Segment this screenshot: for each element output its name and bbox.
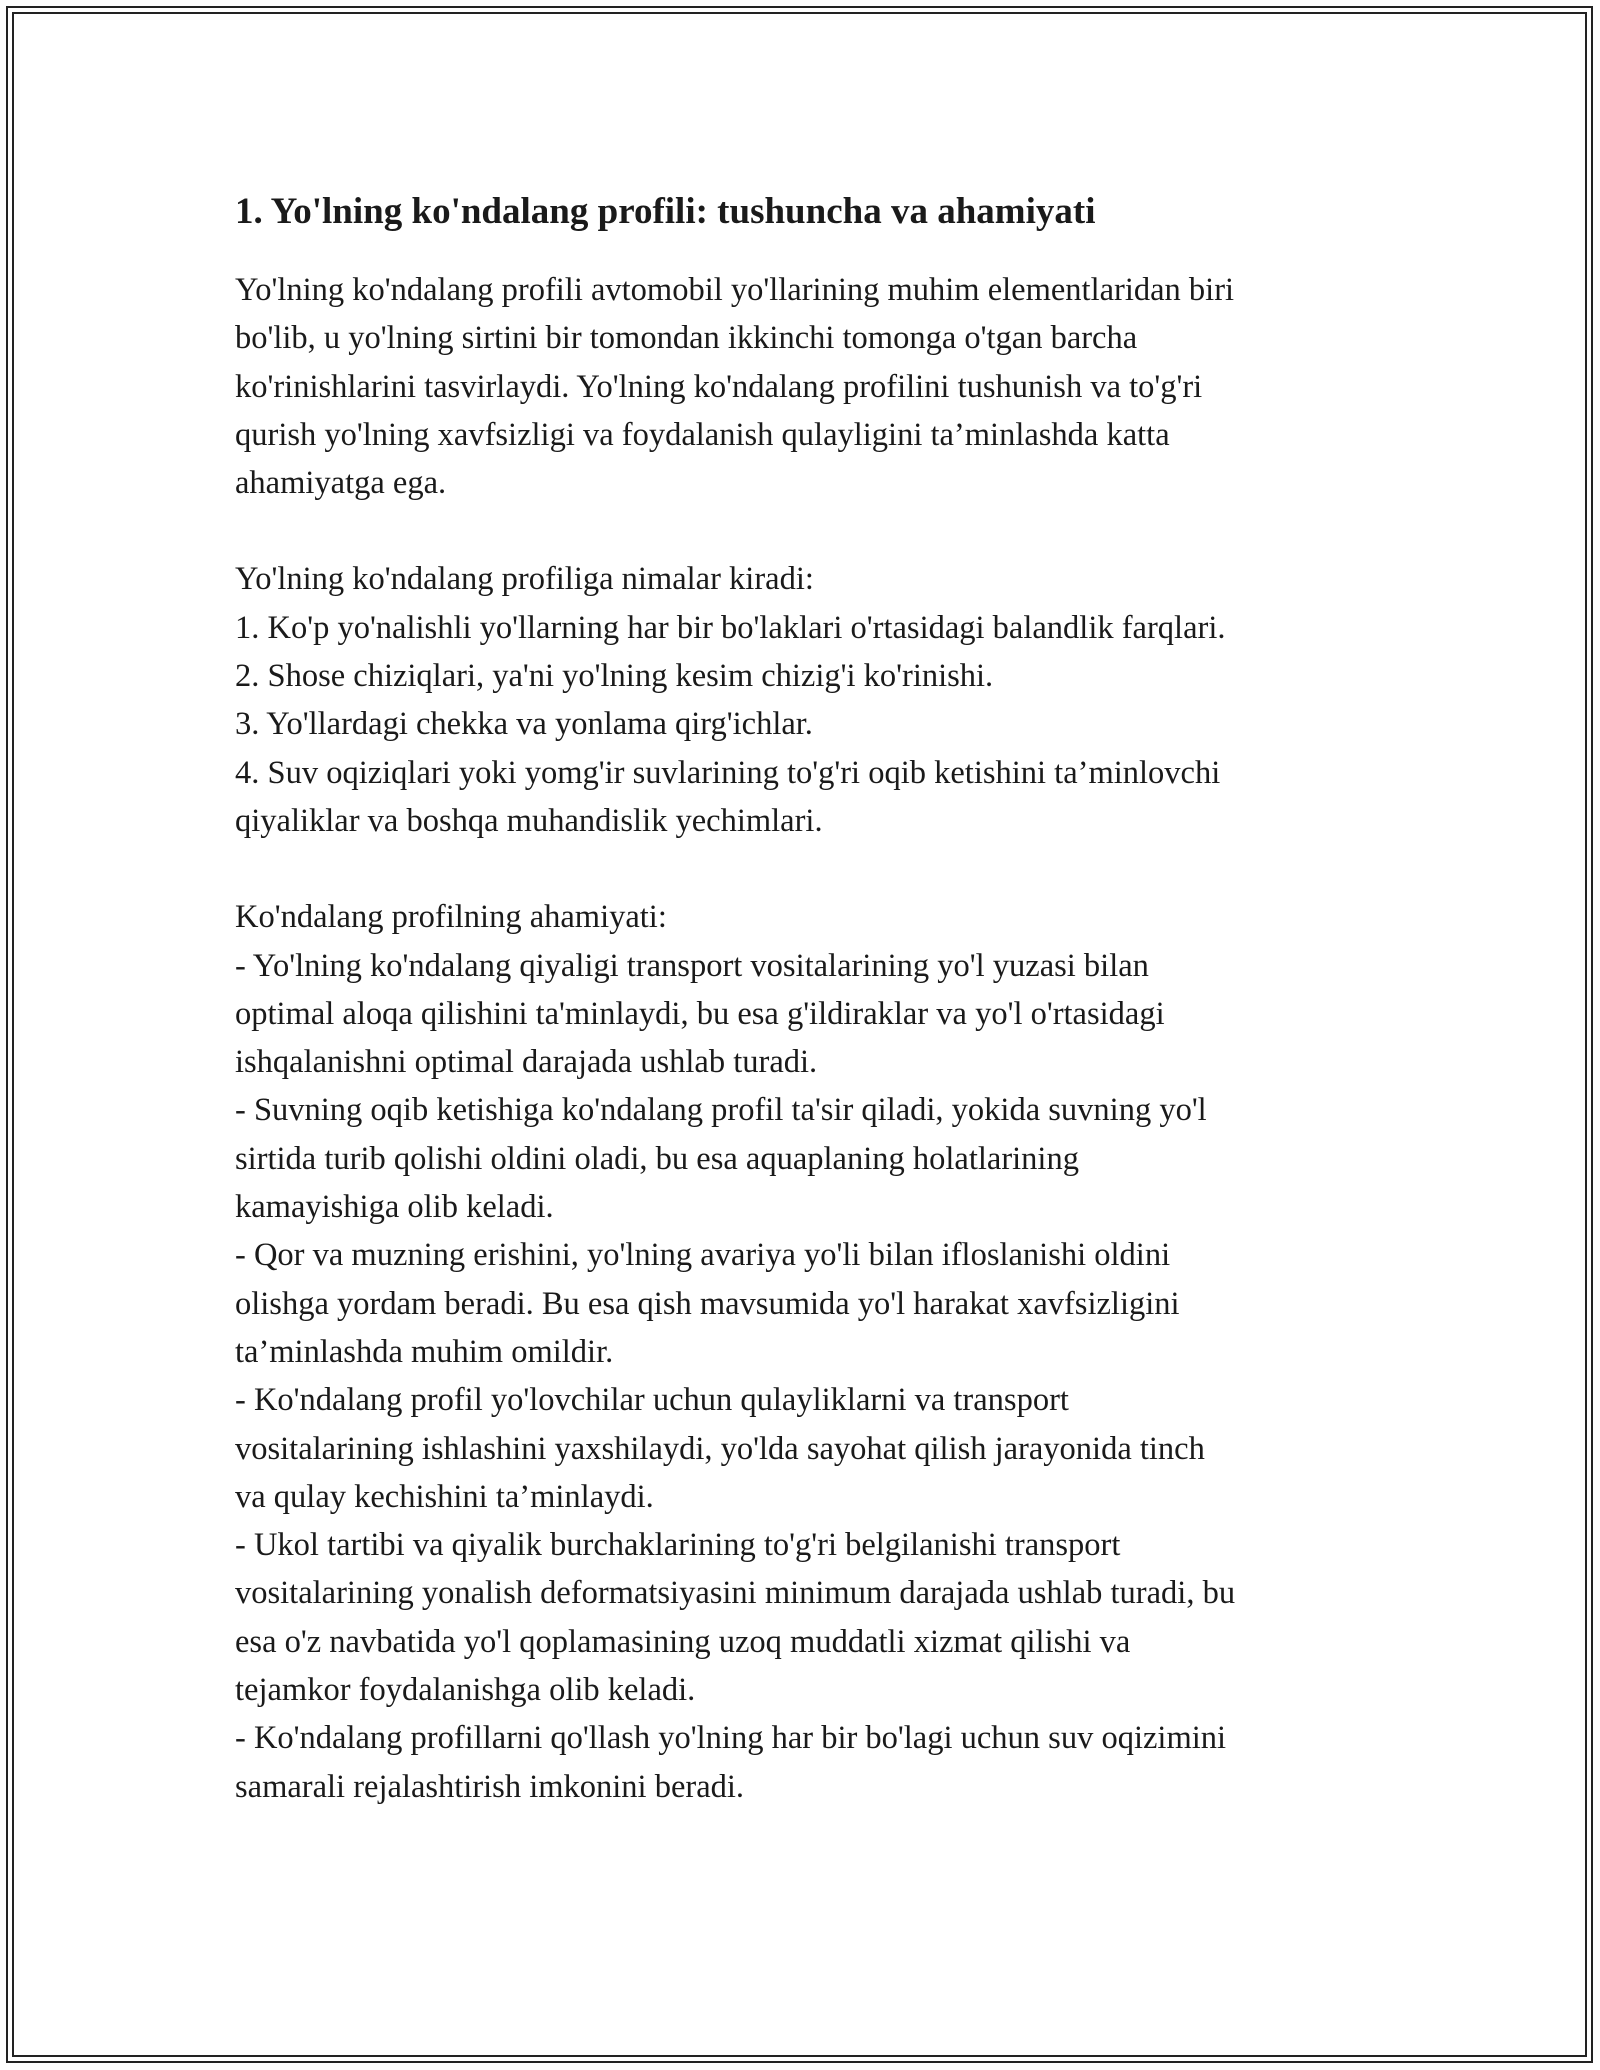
list-item: 1. Ko'p yo'nalishli yo'llarning har bir bo'laklari o'rtasidagi balandlik farqlari. (235, 609, 1226, 646)
text-line: Yo'lning ko'ndalang profili avtomobil yo'llarining muhim elementlaridan biri (235, 272, 1235, 308)
text-line: - Ukol tartibi va qiyalik burchaklarining to'g'ri belgilanishi transport (235, 1527, 1121, 1564)
text-line: ahamiyatga ega. (235, 465, 447, 502)
intro-paragraph (235, 266, 1370, 507)
importance-section (235, 893, 1370, 1811)
components-section (235, 555, 1370, 845)
text-line: tejamkor foydalanishga olib keladi. (235, 1672, 696, 1709)
list-item: 4. Suv oqiziqlari yoki yomg'ir suvlarining to'g'ri oqib ketishini ta’minlovchi (235, 754, 1221, 791)
document-body (235, 186, 1370, 1811)
text-line: ishqalanishni optimal darajada ushlab turadi. (235, 1044, 818, 1081)
text-line: - Suvning oqib ketishiga ko'ndalang profil ta'sir qiladi, yokida suvning yo'l (235, 1092, 1207, 1129)
text-line: qurish yo'lning xavfsizligi va foydalanish qulayligini ta’minlashda katta (235, 416, 1170, 453)
list-item-continuation: qiyaliklar va boshqa muhandislik yechimlari. (235, 802, 823, 839)
paragraph-spacer (235, 507, 1370, 555)
text-line: ko'rinishlarini tasvirlaydi. Yo'lning ko'ndalang profilini tushunish va to'g'ri (235, 368, 1203, 405)
text-line: - Ko'ndalang profil yo'lovchilar uchun qulayliklarni va transport (235, 1382, 1069, 1419)
components-heading: Yo'lning ko'ndalang profiliga nimalar kiradi: (235, 561, 814, 598)
text-line: vositalarining yonalish deformatsiyasini minimum darajada ushlab turadi, bu (235, 1575, 1236, 1612)
paragraph-spacer (235, 845, 1370, 893)
text-line: optimal aloqa qilishini ta'minlaydi, bu esa g'ildiraklar va yo'l o'rtasidagi (235, 995, 1165, 1032)
text-line: ta’minlashda muhim omildir. (235, 1333, 614, 1370)
text-line: vositalarining ishlashini yaxshilaydi, yo'lda sayohat qilish jarayonida tinch (235, 1430, 1205, 1467)
text-line: olishga yordam beradi. Bu esa qish mavsumida yo'l harakat xavfsizligini (235, 1285, 1180, 1322)
importance-heading: Ko'ndalang profilning ahamiyati: (235, 899, 667, 936)
text-line: - Yo'lning ko'ndalang qiyaligi transport vositalarining yo'l yuzasi bilan (235, 947, 1149, 984)
text-line: - Qor va muzning erishini, yo'lning avariya yo'li bilan ifloslanishi oldini (235, 1237, 1171, 1274)
text-line: - Ko'ndalang profillarni qo'llash yo'lning har bir bo'lagi uchun suv oqizimini (235, 1720, 1227, 1757)
text-line: samarali rejalashtirish imkonini beradi. (235, 1768, 745, 1805)
list-item: 2. Shose chiziqlari, ya'ni yo'lning kesim chizig'i ko'rinishi. (235, 658, 994, 695)
list-item: 3. Yo'llardagi chekka va yonlama qirg'ichlar. (235, 706, 813, 743)
text-line: esa o'z navbatida yo'l qoplamasining uzoq muddatli xizmat qilishi va (235, 1623, 1131, 1660)
document-title: 1. Yo'lning ko'ndalang profili: tushuncha va ahamiyati (235, 191, 1096, 232)
text-line: va qulay kechishini ta’minlaydi. (235, 1478, 654, 1515)
text-line: kamayishiga olib keladi. (235, 1189, 554, 1226)
text-line: bo'lib, u yo'lning sirtini bir tomondan ikkinchi tomonga o'tgan barcha (235, 320, 1138, 357)
text-line: sirtida turib qolishi oldini oladi, bu esa aquaplaning holatlarining (235, 1140, 1079, 1177)
